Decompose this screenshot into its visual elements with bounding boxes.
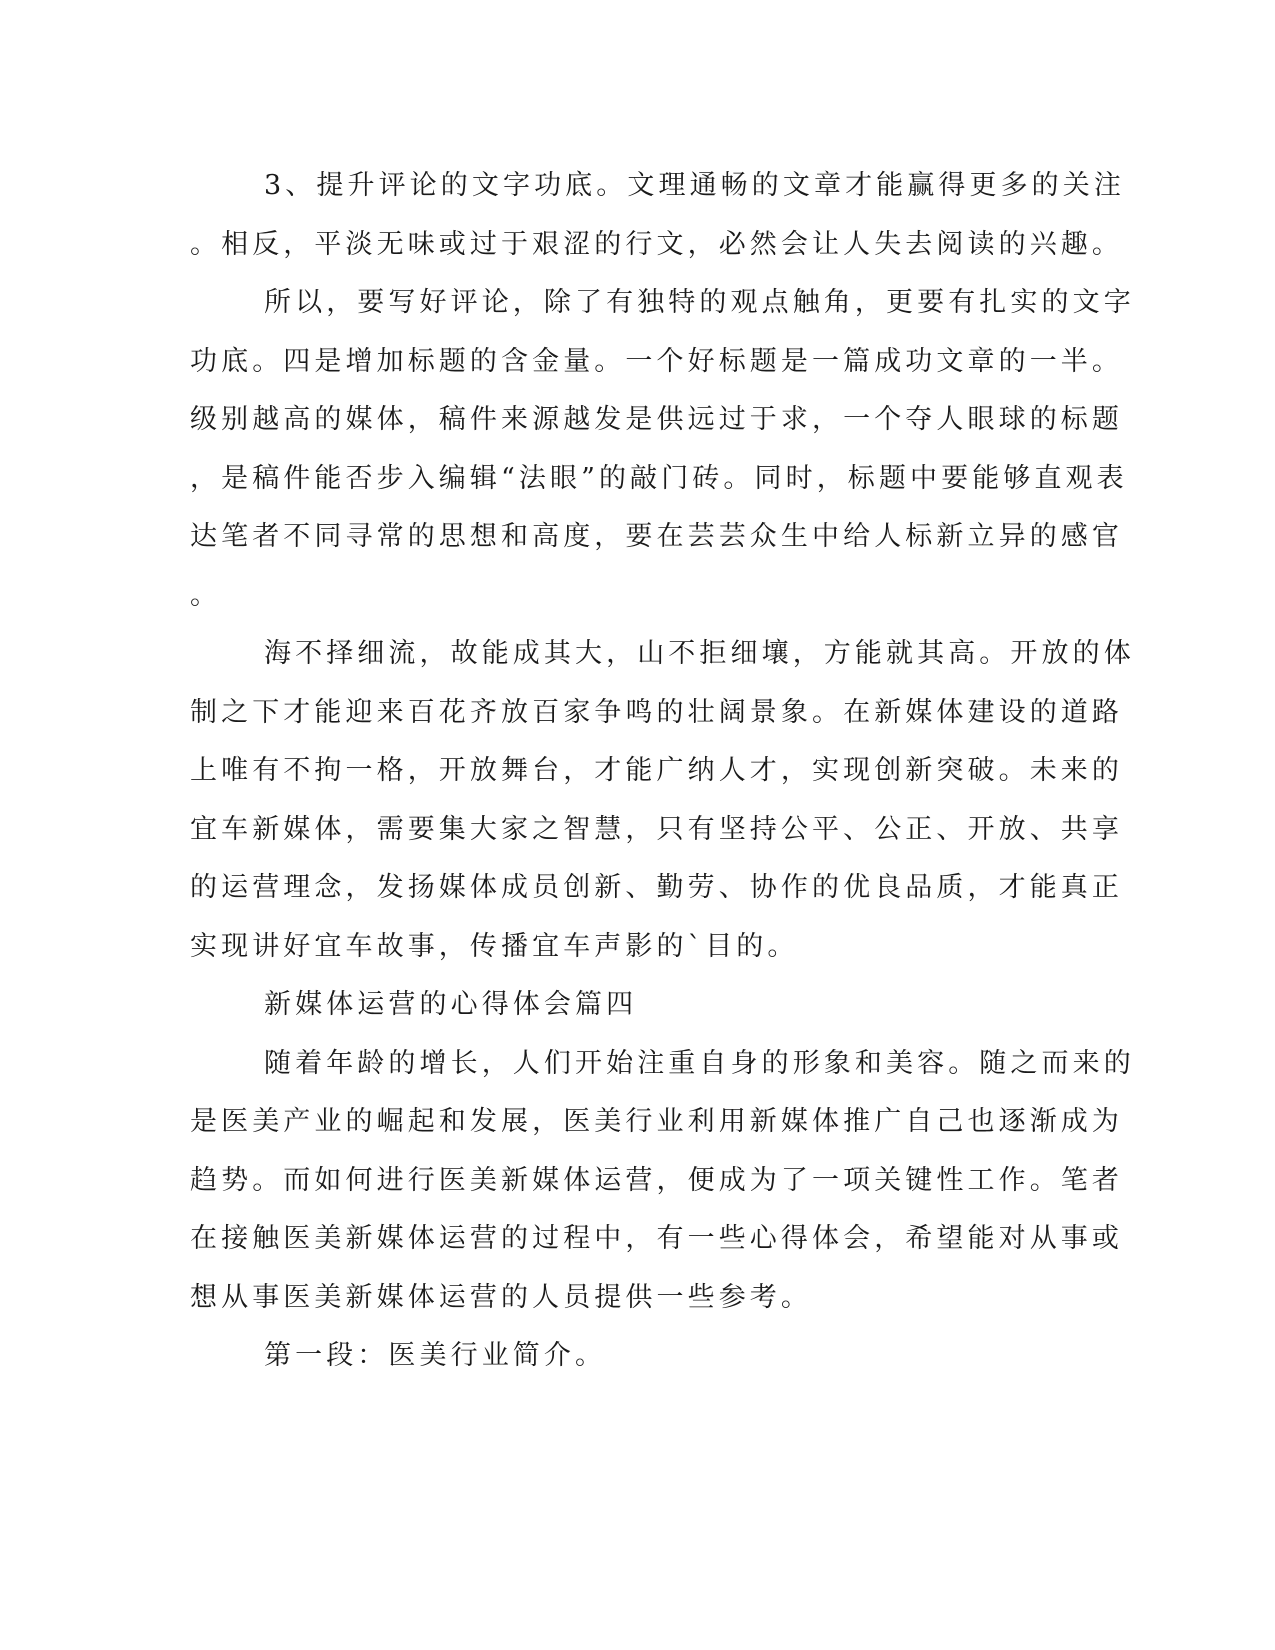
paragraph-line: 随着年龄的增长，人们开始注重自身的形象和美容。随之而来的 xyxy=(264,1048,1135,1079)
paragraph-line: 。相反，平淡无味或过于艰涩的行文，必然会让人失去阅读的兴趣。 xyxy=(190,229,1123,260)
paragraph-line: 想从事医美新媒体运营的人员提供一些参考。 xyxy=(190,1282,812,1313)
paragraph-line: 制之下才能迎来百花齐放百家争鸣的壮阔景象。在新媒体建设的道路 xyxy=(190,697,1123,728)
paragraph-line: 级别越高的媒体，稿件来源越发是供远过于求，一个夺人眼球的标题 xyxy=(190,404,1123,435)
paragraph-line: 宜车新媒体，需要集大家之智慧，只有坚持公平、公正、开放、共享 xyxy=(190,814,1123,845)
paragraph-line: 。 xyxy=(190,580,222,611)
paragraph-line: 所以，要写好评论，除了有独特的观点触角，更要有扎实的文字 xyxy=(264,287,1135,318)
paragraph-line: 功底。四是增加标题的含金量。一个好标题是一篇成功文章的一半。 xyxy=(190,346,1123,377)
paragraph-line: 趋势。而如何进行医美新媒体运营，便成为了一项关键性工作。笔者 xyxy=(190,1165,1123,1196)
paragraph-line: 在接触医美新媒体运营的过程中，有一些心得体会，希望能对从事或 xyxy=(190,1223,1123,1254)
paragraph-line: 的运营理念，发扬媒体成员创新、勤劳、协作的优良品质，才能真正 xyxy=(190,872,1123,903)
section-heading: 新媒体运营的心得体会篇四 xyxy=(264,989,638,1020)
paragraph-line: 达笔者不同寻常的思想和高度，要在芸芸众生中给人标新立异的感官 xyxy=(190,521,1123,552)
paragraph-line: ，是稿件能否步入编辑“法眼”的敲门砖。同时，标题中要能够直观表 xyxy=(190,463,1128,494)
subsection-heading: 第一段：医美行业简介。 xyxy=(264,1340,607,1371)
paragraph-line: 实现讲好宜车故事，传播宜车声影的`目的。 xyxy=(190,931,799,962)
paragraph-line: 海不择细流，故能成其大，山不拒细壤，方能就其高。开放的体 xyxy=(264,638,1135,669)
paragraph-line: 3、提升评论的文字功底。文理通畅的文章才能赢得更多的关注 xyxy=(264,170,1125,201)
paragraph-line: 是医美产业的崛起和发展，医美行业利用新媒体推广自己也逐渐成为 xyxy=(190,1106,1123,1137)
paragraph-line: 上唯有不拘一格，开放舞台，才能广纳人才，实现创新突破。未来的 xyxy=(190,755,1123,786)
